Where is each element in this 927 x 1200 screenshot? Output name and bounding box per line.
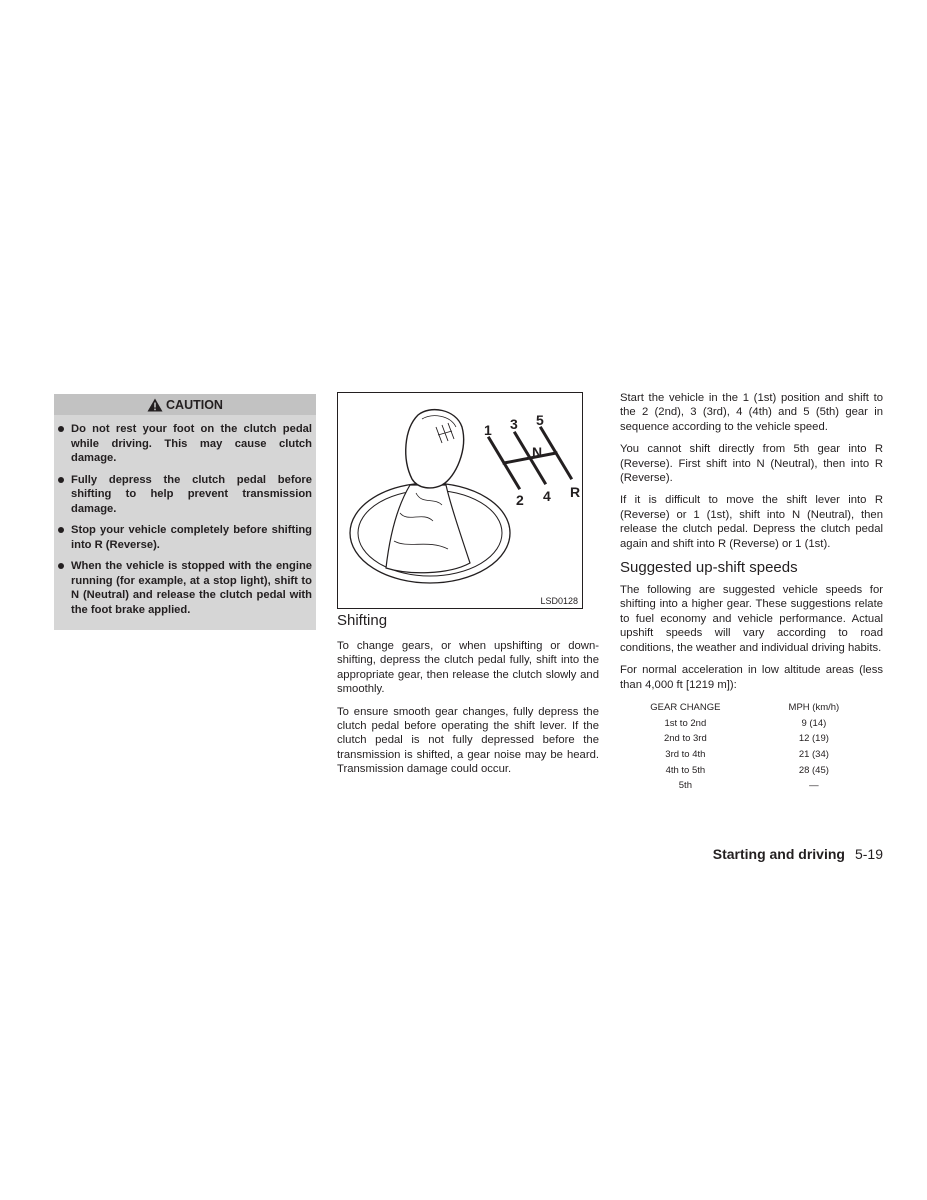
bullet-icon <box>58 563 64 569</box>
speed-cell: 21 (34) <box>798 748 829 760</box>
caution-header <box>54 394 316 415</box>
table-row <box>626 731 883 747</box>
gear-change-cell: 3rd to 4th <box>665 748 706 760</box>
body-paragraph: You cannot shift directly from 5th gear into R (Reverse). First shift into N (Neutral), then into R (Reverse). <box>620 443 883 485</box>
column-header-gear-change: GEAR CHANGE <box>650 702 721 714</box>
bullet-icon <box>58 426 64 432</box>
gear-label-1: 1 <box>484 422 492 438</box>
gear-change-cell: 5th <box>678 780 692 792</box>
bullet-icon <box>58 477 64 483</box>
caution-item: Fully depress the clutch pedal before shifting to help prevent transmission damage. <box>58 473 312 517</box>
caution-item: When the vehicle is stopped with the engine running (for example, at a stop light), shift to N (Neutral) and release the clutch pedal with the foot brake applied. <box>58 559 312 617</box>
speed-cell: 28 (45) <box>798 764 829 776</box>
gear-shifter-illustration <box>338 393 584 610</box>
page-number: 5-19 <box>854 846 883 862</box>
table-row <box>626 716 883 732</box>
caution-item: Stop your vehicle completely before shifting into R (Reverse). <box>58 523 312 552</box>
speed-cell: 12 (19) <box>798 733 829 745</box>
middle-column <box>337 392 599 785</box>
footer-section-title: Starting and driving <box>712 846 845 862</box>
gear-label-n: N <box>532 444 543 460</box>
shifting-paragraph: To change gears, or when upshifting or down-shifting, depress the clutch pedal fully, shift into the appropriate gear, then release the clutch slowly and smoothly. <box>337 640 599 696</box>
upshift-paragraph: For normal acceleration in low altitude areas (less than 4,000 ft [1219 m]): <box>620 664 883 691</box>
body-paragraph: Start the vehicle in the 1 (1st) position and shift to the 2 (2nd), 3 (3rd), 4 (4th) and 5 (5th) gear in sequence according to the vehicle speed. <box>620 392 883 433</box>
gear-label-r: R <box>570 484 581 500</box>
caution-list <box>54 415 316 617</box>
shifting-title: Shifting <box>337 612 388 629</box>
gear-label-4: 4 <box>543 488 551 504</box>
gear-change-cell: 2nd to 3rd <box>663 733 707 745</box>
caution-title: CAUTION <box>166 397 223 412</box>
table-row <box>626 762 883 778</box>
figure-code: LSD0128 <box>540 596 578 606</box>
table-row <box>626 747 883 763</box>
shift-pattern-figure <box>337 392 583 609</box>
bullet-icon <box>58 527 64 533</box>
caution-box <box>54 394 316 630</box>
body-paragraph: If it is difficult to move the shift lever into R (Reverse) or 1 (1st), shift into N (Neutral), then release the clutch pedal. Depress the clutch pedal again and shift into R (Reverse) or 1 (1st). <box>620 494 883 550</box>
gear-change-cell: 4th to 5th <box>665 764 706 776</box>
table-row <box>626 778 883 794</box>
speed-cell: — <box>809 780 819 792</box>
gear-label-3: 3 <box>510 416 518 432</box>
page-footer <box>600 846 883 862</box>
table-header-row <box>626 700 883 716</box>
right-column <box>620 391 883 793</box>
caution-item: Do not rest your foot on the clutch pedal while driving. This may cause clutch damage. <box>58 422 312 466</box>
column-header-mph: MPH (km/h) <box>788 702 840 714</box>
gear-change-cell: 1st to 2nd <box>664 717 707 729</box>
upshift-paragraph: The following are suggested vehicle speeds for shifting into a higher gear. These suggestions relate to fuel economy and vehicle performance. Actual upshift speeds will vary according to road conditions, the weather and individual driving habits. <box>620 584 883 654</box>
warning-triangle-icon <box>147 398 163 412</box>
gear-label-5: 5 <box>536 412 544 428</box>
gear-label-2: 2 <box>516 492 524 508</box>
speed-cell: 9 (14) <box>801 717 827 729</box>
upshift-title: Suggested up-shift speeds <box>620 559 798 577</box>
upshift-speed-table <box>626 700 883 794</box>
shifting-paragraph: To ensure smooth gear changes, fully depress the clutch pedal before operating the shift lever. If the clutch pedal is not fully depressed before the transmission is shifted, a gear noise may be heard. Transmission damage could occur. <box>337 705 599 776</box>
